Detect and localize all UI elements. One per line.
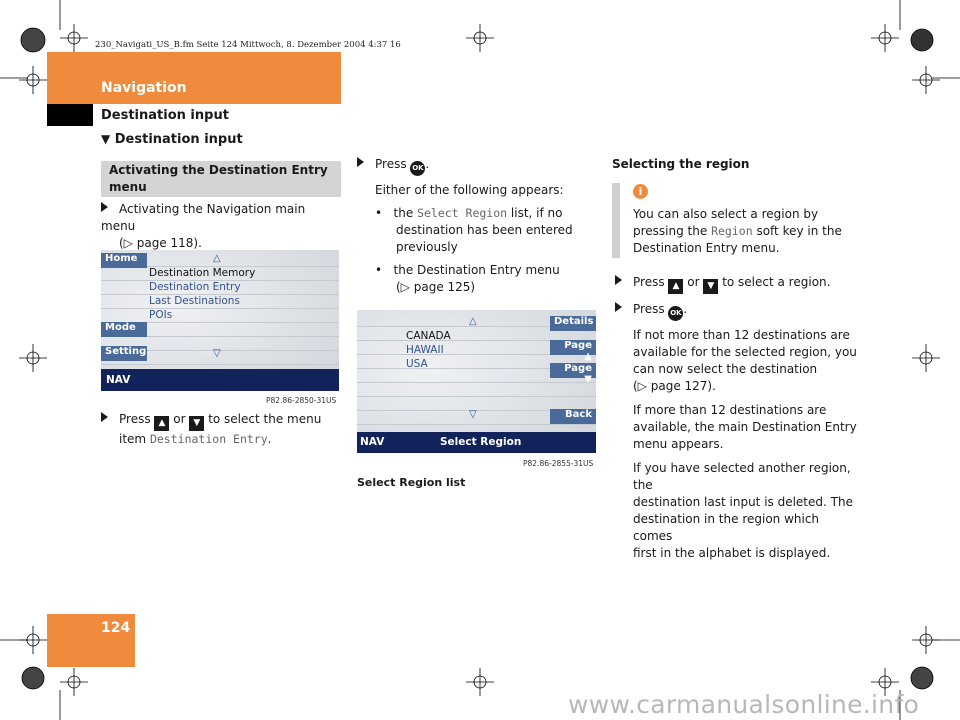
region-mono: Region xyxy=(711,224,753,238)
down-arrow-icon: ▽ xyxy=(469,409,477,420)
region-canada[interactable]: CANADA xyxy=(406,330,451,342)
menu-item-last-destinations[interactable]: Last Destinations xyxy=(149,295,240,307)
ok-key-icon: OK xyxy=(668,306,683,321)
step2: Press ▲ or ▼ to select the menu item Destination Entry. xyxy=(101,411,341,448)
box-title: Activating the Destination Entry menu xyxy=(101,161,341,197)
triangle-down-icon: ▼ xyxy=(101,132,111,146)
menu-item-pois[interactable]: POIs xyxy=(149,309,173,321)
down-arrow-icon: ▽ xyxy=(213,348,221,359)
ok-key-icon: OK xyxy=(410,161,425,176)
para3: If you have selected another region, the destination last input is deleted. The destination in the region which comes first in the alphabet is displayed. xyxy=(633,461,853,560)
bullet-arrow-icon xyxy=(357,157,364,167)
section-band xyxy=(47,52,341,104)
bullet-arrow-icon xyxy=(615,302,622,312)
info-icon: i xyxy=(633,184,648,199)
step1-ref: (▷ page 118). xyxy=(119,236,202,250)
select-region-mono: Select Region xyxy=(417,206,508,220)
up-arrow-icon: △ xyxy=(213,253,221,264)
softkey-home[interactable]: Home xyxy=(101,253,147,268)
menu-item-destination-memory[interactable]: Destination Memory xyxy=(149,267,256,279)
softkey-page-up[interactable]: Page ▲ xyxy=(550,340,596,355)
info-stripe xyxy=(612,183,620,258)
col3-steps: Press ▲ or ▼ to select a region. Press OK . If not more than 12 destinations are available for the selected region, you can now select the destination (▷ page 127). If more than 12 destinations are available, the main Destination Entry menu appears. If you have selected another region, the destination last input is deleted. The destination in the region which comes first in the alphabet is displayed. xyxy=(615,274,860,562)
bullet-arrow-icon xyxy=(101,202,108,212)
screen1-code: P82.86-2850-31US xyxy=(266,396,337,405)
info-text: You can also select a region by pressing the Region soft key in the Destination Entry menu. xyxy=(633,207,842,255)
down-key-icon: ▼ xyxy=(703,279,718,294)
up-key-icon: ▲ xyxy=(154,416,169,431)
screen-main-menu xyxy=(101,250,339,391)
softkey-setting[interactable]: Setting xyxy=(101,346,147,361)
section-title: Navigation xyxy=(101,80,187,96)
softkey-back[interactable]: Back xyxy=(550,409,596,424)
softkey-details[interactable]: Details xyxy=(550,316,596,331)
nav-bar-label: NAV xyxy=(106,374,131,386)
bullet1: • the Select Region list, if no destination has been entered previously xyxy=(375,206,573,254)
region-hawaii[interactable]: HAWAII xyxy=(406,344,444,356)
col2-press: Press OK . Either of the following appears: • the Select Region list, if no destination has been entered previously • the Destination Entry menu (▷ page 125) xyxy=(357,156,597,296)
watermark: www.carmanualsonline.info xyxy=(568,690,920,719)
section-band-black xyxy=(47,104,93,126)
screen-select-region xyxy=(357,310,596,453)
down-key-icon: ▼ xyxy=(189,416,204,431)
softkey-mode[interactable]: Mode xyxy=(101,322,147,337)
bullet2: • the Destination Entry menu (▷ page 125) xyxy=(375,263,560,294)
bullet-arrow-icon xyxy=(101,412,108,422)
header-stamp: 230_Navigati_US_B.fm Seite 124 Mittwoch, 8. Dezember 2004 4:37 16 xyxy=(95,40,401,50)
para2: If more than 12 destinations are available, the main Destination Entry menu appears. xyxy=(633,403,857,451)
page-number: 124 xyxy=(101,620,131,636)
softkey-page-down[interactable]: Page ▼ xyxy=(550,363,596,378)
menu-item-mono: Destination Entry xyxy=(149,432,268,446)
region-usa[interactable]: USA xyxy=(406,358,428,370)
nav-bar xyxy=(101,369,339,391)
nav-bar xyxy=(357,432,596,453)
screen2-code: P82.86-2855-31US xyxy=(523,459,594,468)
up-arrow-icon: △ xyxy=(469,316,477,327)
step1-text: Activating the Navigation main menu xyxy=(101,202,306,233)
para1: If not more than 12 destinations are available for the selected region, you can now select the destination (▷ page 127). xyxy=(633,328,857,393)
nav-bar-label: NAV xyxy=(360,436,385,448)
subsub-title-text: Destination input xyxy=(114,132,243,147)
figure-caption: Select Region list xyxy=(357,476,466,489)
subsub-title xyxy=(101,132,243,147)
up-key-icon: ▲ xyxy=(668,279,683,294)
either-text: Either of the following appears: xyxy=(375,183,564,197)
bullet-arrow-icon xyxy=(615,275,622,285)
col3-heading: Selecting the region xyxy=(612,157,750,171)
step1 xyxy=(101,201,341,252)
subsection-title: Destination input xyxy=(101,108,229,123)
menu-item-destination-entry[interactable]: Destination Entry xyxy=(149,281,241,293)
nav-bar-title: Select Region xyxy=(440,436,522,448)
